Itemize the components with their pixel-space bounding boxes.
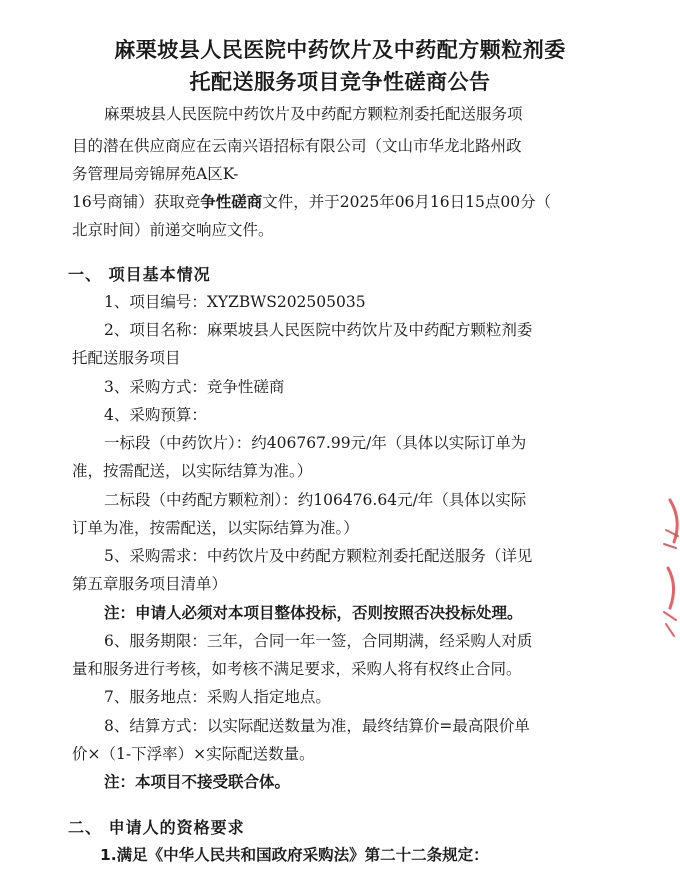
service-period-line-2: 量和服务进行考核，如考核不满足要求，采购人将有权终止合同。 — [72, 660, 522, 678]
red-seal-stamp-fragment — [652, 490, 680, 640]
settlement-method-line-2: 价×（1-下浮率）×实际配送数量。 — [72, 745, 315, 763]
intro-line-4 — [72, 192, 551, 212]
section-1-heading: 一、 项目基本情况 — [68, 265, 211, 284]
note-no-consortium: 注：本项目不接受联合体。 — [104, 773, 291, 791]
intro-line-3: 务管理局旁锦屏苑A区K- — [72, 165, 239, 183]
document-title-line-2: 托配送服务项目竞争性磋商公告 — [189, 70, 491, 94]
intro-line-4-part1: 16号商铺）获取竞 — [72, 193, 201, 211]
project-name-line-1: 2、项目名称：麻栗坡县人民医院中药饮片及中药配方颗粒剂委 — [104, 321, 533, 339]
intro-line-4-bold: 争性磋商 — [200, 193, 263, 211]
note-whole-bid: 注：申请人必须对本项目整体投标，否则按照否决投标处理。 — [104, 604, 523, 622]
intro-line-1: 麻栗坡县人民医院中药饮片及中药配方颗粒剂委托配送服务项 — [104, 105, 523, 123]
procurement-demand-line-1: 5、采购需求：中药饮片及中药配方颗粒剂委托配送服务（详见 — [104, 547, 533, 565]
lot-1-line-2: 准，按需配送，以实际结算为准。） — [72, 462, 313, 480]
service-period-line-1: 6、服务期限：三年，合同一年一签，合同期满，经采购人对质 — [104, 632, 533, 650]
project-name-line-2: 托配送服务项目 — [72, 349, 181, 367]
project-number: 1、项目编号：XYZBWS202505035 — [104, 293, 366, 311]
lot-2-line-1: 二标段（中药配方颗粒剂）：约106476.64元/年（具体以实际 — [104, 491, 527, 509]
intro-line-2: 目的潜在供应商应在云南兴语招标有限公司（文山市华龙北路州政 — [72, 137, 522, 155]
qualification-item-1: 1.满足《中华人民共和国政府采购法》第二十二条规定： — [100, 846, 489, 864]
settlement-method-line-1: 8、结算方式：以实际配送数量为准，最终结算价=最高限价单 — [104, 717, 530, 735]
section-2-heading: 二、 申请人的资格要求 — [68, 818, 245, 837]
procurement-method: 3、采购方式：竞争性磋商 — [104, 378, 285, 396]
document-title-line-1: 麻栗坡县人民医院中药饮片及中药配方颗粒剂委 — [114, 38, 566, 62]
lot-1-line-1: 一标段（中药饮片）：约406767.99元/年（具体以实际订单为 — [104, 434, 527, 452]
intro-line-5: 北京时间）前递交响应文件。 — [72, 221, 274, 239]
service-location: 7、服务地点：采购人指定地点。 — [104, 688, 331, 706]
lot-2-line-2: 订单为准，按需配送，以实际结算为准。） — [72, 519, 359, 537]
procurement-demand-line-2: 第五章服务项目清单） — [72, 575, 228, 593]
procurement-budget: 4、采购预算： — [104, 406, 207, 424]
intro-line-4-part2: 文件，并于2025年06月16日15点00分（ — [262, 193, 552, 211]
